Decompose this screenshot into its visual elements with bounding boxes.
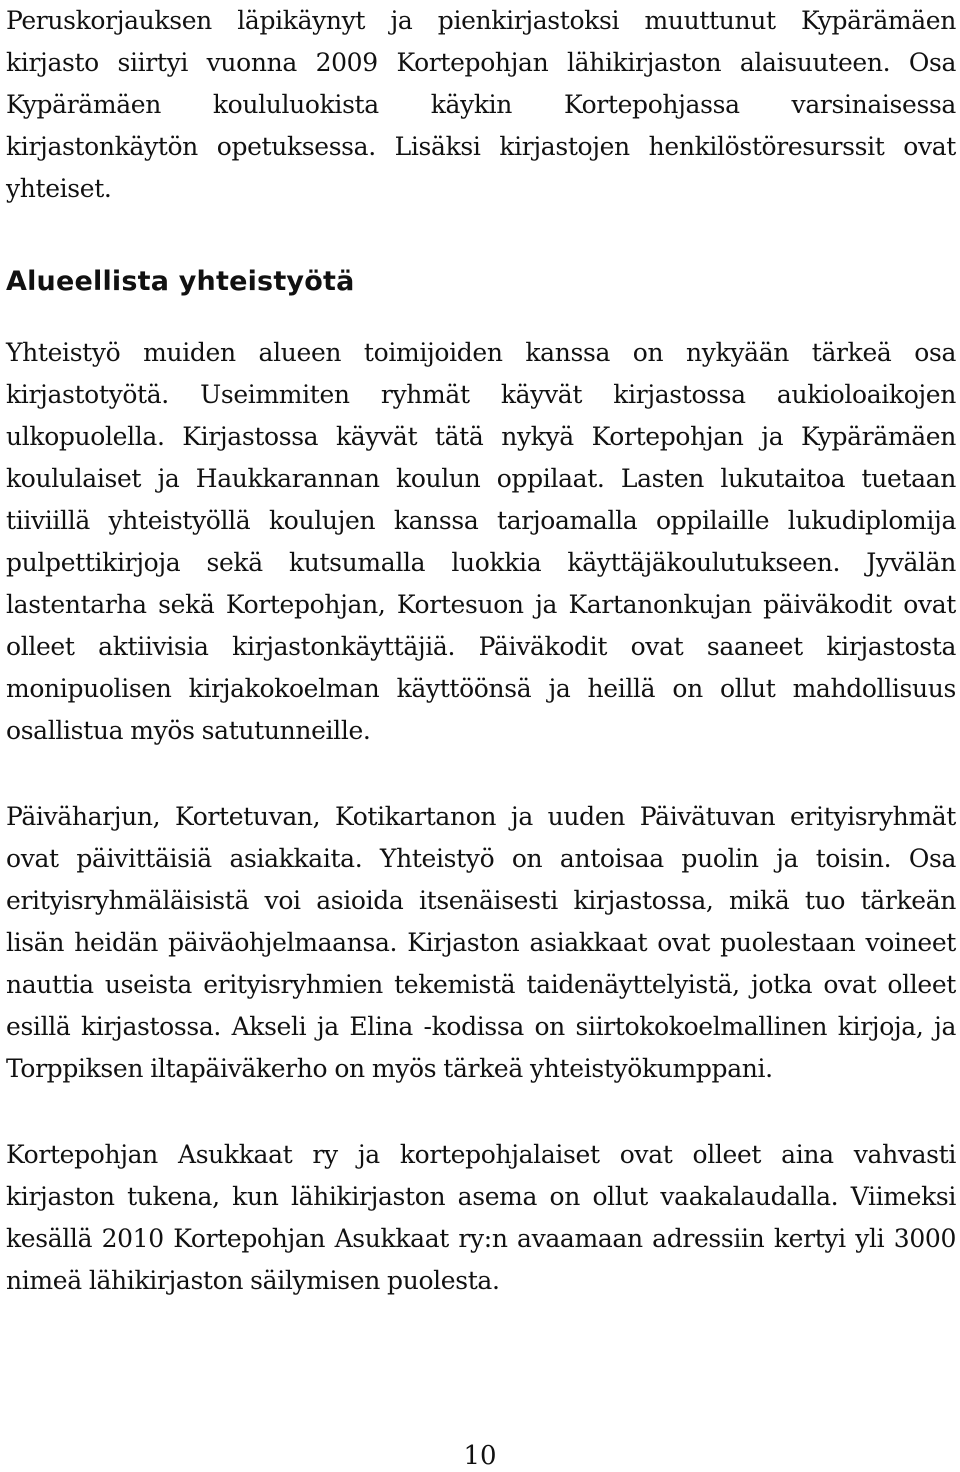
paragraph: Peruskorjauksen läpikäynyt ja pienkirjastoksi muuttunut Kypärämäen kirjasto siirtyi vuonna 2009 Kortepohjan lähikirjaston alaisuuteen. Osa Kypärämäen koululuokista käykin Kortepohjassa varsinaisessa kirjastonkäytön opetuksessa. Lisäksi kirjastojen henkilöstöresurssit ovat yhteiset. bbox=[6, 6, 956, 203]
paragraph: Yhteistyö muiden alueen toimijoiden kanssa on nykyään tärkeä osa kirjastotyötä. Useimmiten ryhmät käyvät kirjastossa aukioloaikojen ulkopuolella. Kirjastossa käyvät tätä nykyä Kortepohjan ja Kypärämäen koululaiset ja Haukkarannan koulun oppilaat. Lasten lukutaitoa tuetaan tiiviillä yhteistyöllä koulujen kanssa tarjoamalla oppilaille lukudiplomija pulpettikirjoja sekä kutsumalla luokkia käyttäjäkoulutukseen. Jyvälän lastentarha sekä Kortepohjan, Kortesuon ja Kartanonkujan päiväkodit ovat olleet aktiivisia kirjastonkäyttäjiä. Päiväkodit ovat saaneet kirjastosta monipuolisen kirjakokoelman käyttöönsä ja heillä on ollut mahdollisuus osallistua myös satutunneille. bbox=[6, 338, 956, 745]
page-number: 10 bbox=[463, 1441, 497, 1471]
section-heading: Alueellista yhteistyötä bbox=[6, 266, 355, 297]
document-page bbox=[6, 0, 956, 1472]
paragraph: Päiväharjun, Kortetuvan, Kotikartanon ja uuden Päivätuvan erityisryhmät ovat päivittäisiä asiakkaita. Yhteistyö on antoisaa puolin ja toisin. Osa erityisryhmäläisistä voi asioida itsenäisesti kirjastossa, mikä tuo tärkeän lisän heidän päiväohjelmaansa. Kirjaston asiakkaat ovat puolestaan voineet nauttia useista erityisryhmien tekemistä taidenäyttelyistä, jotka ovat olleet esillä kirjastossa. Akseli ja Elina -kodissa on siirtokokoelmallinen kirjoja, ja Torppiksen iltapäiväkerho on myös tärkeä yhteistyökumppani. bbox=[6, 802, 956, 1083]
paragraph: Kortepohjan Asukkaat ry ja kortepohjalaiset ovat olleet aina vahvasti kirjaston tukena, kun lähikirjaston asema on ollut vaakalaudalla. Viimeksi kesällä 2010 Kortepohjan Asukkaat ry:n avaamaan adressiin kertyi yli 3000 nimeä lähikirjaston säilymisen puolesta. bbox=[6, 1140, 956, 1295]
